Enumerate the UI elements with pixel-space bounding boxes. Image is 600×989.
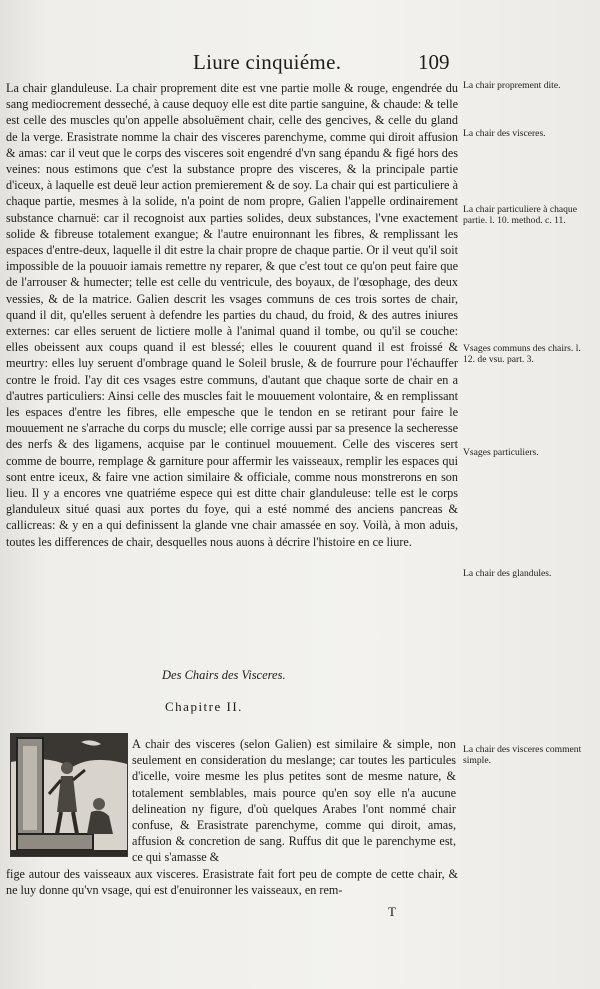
chapter-text-beside-initial: A chair des visceres (selon Galien) est similaire & simple, non seulement en consideration du meslange; car toutes les particules d'icelle, voire mesme les plus petites sont de mesme nature, & totalement semblables, mais pource qu'en soy elle n'a aucune delineation ny figure, d'où quelques Arabes l'ont nommé chair confuse, & Erasistrate parenchyme, comme qui diroit, amas, affusion & concretion de sang. Ruffus dit que le parenchyme est, ce qui s'amasse & <box>132 737 456 865</box>
chapter-heading: Chapitre II. <box>165 699 243 714</box>
section-title: Des Chairs des Visceres. <box>162 668 286 682</box>
page-header <box>0 50 600 80</box>
margin-note-chair-glandules: La chair des glandules. <box>463 568 552 579</box>
margin-note-chair-visceres-simple: La chair des visceres comment simple. <box>463 744 582 766</box>
main-paragraph: La chair glanduleuse. La chair proprement dite est vne partie molle & rouge, engendrée du sang mediocrement desseché, à cause dequoy elle est dite partie sanguine, & chaude: & telle est celle des muscles qu'on appelle absoluëment chair, celle des gencives, & celle du gland de la verge. Erasistrate nomme la chair des visceres parenchyme, comme qui diroit affusion & amas: car il veut que le corps des visceres soit engendré d'vn sang épandu & figé hors des veines: nous estimons que c'est la substance propre des visceres, & la principale partie d'iceux, à laquelle est deuë leur action premierement & de soy. La chair qui est particuliere à chaque partie, mesmes à la solide, n'a point de nom propre, Galien l'appelle ordinairement substance charnuë: car il recognoist aux parties solides, deux substances, l'vne exactement solide & fibreuse totalement exangue; & l'autre enuironnant les fibres, & remplissant les espaces d'entre-deux, laquelle il dit estre la chair propre de chaque partie. Or il veut qu'il soit impossible de la pouuoir iamais remettre ny reparer, & que c'est tout ce qu'on peut faire que de l'arrouser & humecter; telle est celle du ventricule, des boyaux, de l'œsophage, des deux vessies, & de la matrice. Galien descrit les vsages communs de ces trois sortes de chair, quand il dit, qu'elles seruent à defendre les parties du chaud, du froid, & des autres iniures externes: car elles seruent de lictiere molle à l'animal quand il tombe, ou qu'il se couche: elles obeissent aux coups quand il est blessé; elles le couurent quand il est froissé & meurtry: elles luy seruent d'ombrage quand le Soleil brusle, & de fourrure pour l'échauffer contre le froid. I'ay dit ces vsages estre communs, d'autant que chaque sorte de chair en a d'autres particuliers: Ainsi celle des muscles fait le mouuement volontaire, & en remplissant les espaces d'entre les fibres, elle empesche que le tendon en se retirant pour faire le mouuement ne s'arrache du corps du muscle; elle corrige aussi par sa presence la secheresse des nerfs & des ligamens, acquise par le continuel mouuement. Celle des visceres sert comme de bourre, remplage & garniture pour affermir les vaisseaux, remplir les espaces qui sont entre iceux, & faire vne action similaire & officiale, comme nous monstrerons en son lieu. Il y a encores vne quatriéme espece qui est ditte chair glanduleuse: telle est le corps glanduleux situé quasi aux portes du foye, qui a esté nommé des anciens pancreas & callicreas: & y en a qui definissent la glande vne chair amassée en soy. Voilà, à mon aduis, toutes les differences de chair, desquelles nous auons à décrire l'histoire en ce liure. <box>6 81 458 549</box>
margin-note-chair-visceres: La chair des visceres. <box>463 128 546 139</box>
main-text-block <box>6 80 458 550</box>
margin-note-chair-proprement: La chair proprement dite. <box>463 80 561 91</box>
chapter-text-full-width: fige autour des vaisseaux aux visceres. Erasistrate fait fort peu de compte de cette chair, & ne luy donne qu'vn vsage, qui est d'enuironner les vaisseaux, en rem- <box>6 867 458 898</box>
margin-note-vsages-communs: Vsages communs des chairs. l. 12. de vsu. part. 3. <box>463 343 581 365</box>
margin-note-vsages-particuliers: Vsages particuliers. <box>463 447 539 458</box>
margin-note-chair-particuliere: La chair particuliere à chaque partie. l. 10. method. c. 11. <box>463 204 577 226</box>
woodcut-illustration-icon <box>11 734 127 856</box>
page-number: 109 <box>418 50 450 74</box>
running-title: Liure cinquiéme. <box>193 50 342 74</box>
woodcut-initial-l <box>10 733 128 857</box>
signature-mark: T <box>388 904 396 919</box>
